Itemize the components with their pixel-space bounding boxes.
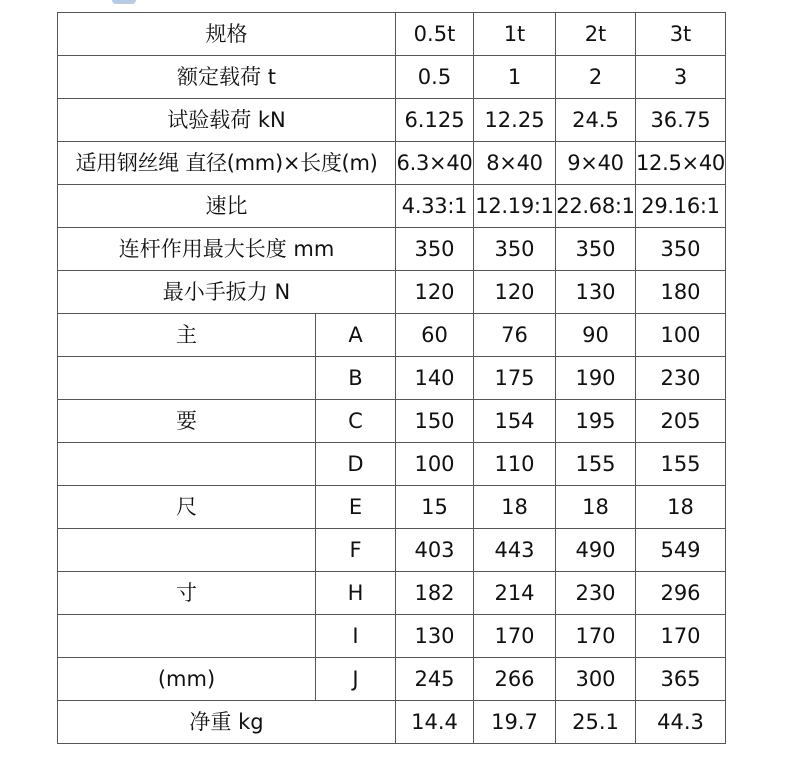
table-cell: 490 [556, 529, 636, 572]
header-row [58, 13, 726, 56]
table-cell: 195 [556, 400, 636, 443]
table-cell: 60 [396, 314, 474, 357]
table-cell: 365 [636, 658, 726, 701]
table-cell: 36.75 [636, 99, 726, 142]
table-row [58, 99, 726, 142]
table-cell: 350 [396, 228, 474, 271]
table-cell: 350 [556, 228, 636, 271]
table-cell: 170 [474, 615, 556, 658]
net-weight-label: 净重 kg [58, 701, 396, 744]
table-cell: 266 [474, 658, 556, 701]
table-cell: 19.7 [474, 701, 556, 744]
dimension-group-label [58, 357, 316, 400]
table-cell: 443 [474, 529, 556, 572]
table-cell: 4.33:1 [396, 185, 474, 228]
table-cell: 1 [474, 56, 556, 99]
table-cell: 8×40 [474, 142, 556, 185]
footer-row [58, 701, 726, 744]
dimension-row [58, 357, 726, 400]
dimension-row [58, 572, 726, 615]
dimension-row [58, 486, 726, 529]
table-cell: 44.3 [636, 701, 726, 744]
dimension-group-label: (mm) [58, 658, 316, 701]
table-cell: 12.25 [474, 99, 556, 142]
table-cell: 0.5 [396, 56, 474, 99]
row-label: 连杆作用最大长度 mm [58, 228, 396, 271]
table-cell: 230 [556, 572, 636, 615]
dimension-row [58, 658, 726, 701]
dimension-group-label: 尺 [58, 486, 316, 529]
table-cell: 18 [556, 486, 636, 529]
dimension-code: I [316, 615, 396, 658]
dimension-code: C [316, 400, 396, 443]
table-cell: 24.5 [556, 99, 636, 142]
table-cell: 22.68:1 [556, 185, 636, 228]
table-cell: 14.4 [396, 701, 474, 744]
dimension-row [58, 314, 726, 357]
table-cell: 175 [474, 357, 556, 400]
table-cell: 214 [474, 572, 556, 615]
table-cell: 12.19:1 [474, 185, 556, 228]
table-cell: 230 [636, 357, 726, 400]
top-accent-mark [112, 0, 136, 4]
dimension-group-label [58, 615, 316, 658]
table-cell: 25.1 [556, 701, 636, 744]
dimension-group-label [58, 443, 316, 486]
table-cell: 18 [636, 486, 726, 529]
row-label: 适用钢丝绳 直径(mm)×长度(m) [58, 142, 396, 185]
model-0-5t: 0.5t [396, 13, 474, 56]
table-row [58, 271, 726, 314]
table-cell: 350 [474, 228, 556, 271]
table-cell: 182 [396, 572, 474, 615]
table-cell: 6.3×40 [396, 142, 474, 185]
table-row [58, 228, 726, 271]
dimension-row [58, 400, 726, 443]
table-cell: 180 [636, 271, 726, 314]
dimension-row [58, 615, 726, 658]
table-cell: 120 [474, 271, 556, 314]
model-2t: 2t [556, 13, 636, 56]
table-cell: 100 [396, 443, 474, 486]
table-cell: 296 [636, 572, 726, 615]
dimension-code: A [316, 314, 396, 357]
header-label: 规格 [58, 13, 396, 56]
table-cell: 18 [474, 486, 556, 529]
dimension-group-label [58, 529, 316, 572]
table-cell: 170 [636, 615, 726, 658]
table-cell: 245 [396, 658, 474, 701]
table-cell: 110 [474, 443, 556, 486]
table-cell: 120 [396, 271, 474, 314]
table-cell: 100 [636, 314, 726, 357]
table-cell: 130 [556, 271, 636, 314]
dimension-code: B [316, 357, 396, 400]
table-cell: 76 [474, 314, 556, 357]
model-3t: 3t [636, 13, 726, 56]
table-cell: 6.125 [396, 99, 474, 142]
table-cell: 9×40 [556, 142, 636, 185]
table-row [58, 56, 726, 99]
dimension-code: F [316, 529, 396, 572]
dimension-code: D [316, 443, 396, 486]
table-cell: 2 [556, 56, 636, 99]
table-cell: 150 [396, 400, 474, 443]
dimension-row [58, 529, 726, 572]
dimension-code: J [316, 658, 396, 701]
dimension-code: E [316, 486, 396, 529]
spec-table [57, 12, 726, 744]
table-cell: 12.5×40 [636, 142, 726, 185]
table-cell: 350 [636, 228, 726, 271]
row-label: 试验载荷 kN [58, 99, 396, 142]
dimension-row [58, 443, 726, 486]
table-row [58, 185, 726, 228]
dimension-group-label: 要 [58, 400, 316, 443]
table-cell: 154 [474, 400, 556, 443]
table-cell: 29.16:1 [636, 185, 726, 228]
table-cell: 190 [556, 357, 636, 400]
row-label: 速比 [58, 185, 396, 228]
dimension-group-label: 主 [58, 314, 316, 357]
table-cell: 300 [556, 658, 636, 701]
table-cell: 170 [556, 615, 636, 658]
dimension-group-label: 寸 [58, 572, 316, 615]
table-cell: 3 [636, 56, 726, 99]
table-row [58, 142, 726, 185]
table-cell: 15 [396, 486, 474, 529]
row-label: 最小手扳力 N [58, 271, 396, 314]
row-label: 额定载荷 t [58, 56, 396, 99]
table-cell: 549 [636, 529, 726, 572]
table-cell: 130 [396, 615, 474, 658]
table-cell: 90 [556, 314, 636, 357]
table-cell: 403 [396, 529, 474, 572]
table-cell: 155 [556, 443, 636, 486]
model-1t: 1t [474, 13, 556, 56]
dimension-code: H [316, 572, 396, 615]
table-cell: 140 [396, 357, 474, 400]
table-cell: 205 [636, 400, 726, 443]
table-cell: 155 [636, 443, 726, 486]
